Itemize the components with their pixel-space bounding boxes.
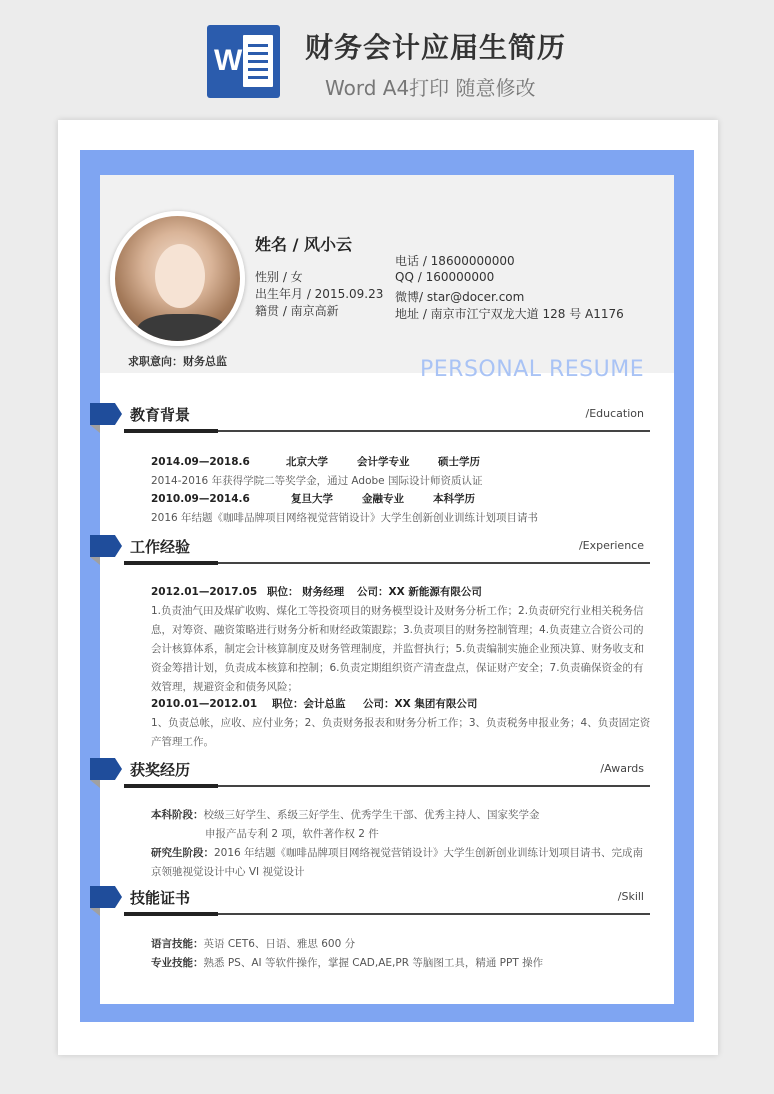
- skill-language-text: 英语 CET6、日语、雅思 600 分: [203, 938, 356, 950]
- job-date-2: 2010.01—2012.01: [151, 698, 258, 710]
- qq: QQ / 160000000: [395, 270, 495, 284]
- skill-professional: [151, 954, 543, 973]
- skill-language-label: 语言技能：: [151, 938, 204, 950]
- section-en-title: /Education: [585, 407, 644, 420]
- job-desc-2: 1、负责总帐，应收、应付业务；2、负责财务报表和财务分析工作；3、负责税务申报业务；4、负责固定资产管理工作。: [151, 717, 651, 748]
- section-en-title: /Experience: [578, 539, 644, 552]
- job-date-1: 2012.01—2017.05: [151, 586, 258, 598]
- edu-line-1: 2014-2016 年获得学院二等奖学金，通过 Adobe 国际设计师资质认证: [151, 475, 483, 487]
- gender: 性别 / 女: [255, 270, 303, 284]
- job-company-1: 公司：XX 新能源有限公司: [357, 586, 482, 598]
- section-skills: [90, 886, 650, 916]
- birth-date: 出生年月 / 2015.09.23: [255, 287, 384, 301]
- job-intent: 求职意向：财务总监: [128, 355, 227, 368]
- job-desc-1: 1.负责油气田及煤矿收购、煤化工等投资项目的财务模型设计及财务分析工作；2.负责研究行业相关税务信息，对筹资、融资策略进行财务分析和财经政策跟踪；3.负责项目的财务控制管理；4.负责建立合资公司的会计核算体系，制定会计核算制度及财务管理制度，并监督执行；5.负责编制实施企业预决算、财务收支和资金筹措计划，负责成本核算和控制；6.负责定期组织资产清查盘点，保证财产安全；7.负责确保资金的有效管理，规避资金和债务风险；: [151, 605, 645, 693]
- address: 地址 / 南京市江宁双龙大道 128 号 A1176: [395, 307, 624, 321]
- banner-title: 财务会计应届生简历: [305, 31, 567, 64]
- edu-date-2: 2010.09—2014.6: [151, 493, 250, 505]
- job-company-2: 公司：XX 集团有限公司: [363, 698, 478, 710]
- banner: [0, 0, 774, 110]
- section-title: 工作经验: [130, 538, 191, 556]
- skill-professional-text: 熟悉 PS、AI 等软件操作，掌握 CAD,AE,PR 等脑图工具，精通 PPT 操作: [203, 957, 544, 969]
- personal-resume-tagline: PERSONAL RESUME: [420, 357, 645, 382]
- edu-school-2: 复旦大学: [291, 493, 333, 505]
- skill-professional-label: 专业技能：: [151, 957, 204, 969]
- word-letter: W: [214, 44, 243, 77]
- edu-date-1: 2014.09—2018.6: [151, 456, 250, 468]
- edu-major-2: 金融专业: [362, 493, 404, 505]
- weibo: 微博/ star@docer.com: [395, 290, 525, 304]
- edu-degree-1: 硕士学历: [438, 456, 480, 468]
- edu-line-2: 2016 年结题《咖啡品牌项目网络视觉营销设计》大学生创新创业训练计划项目请书: [151, 512, 539, 524]
- award-undergrad-text-2: 申报产品专利 2 项，软件著作权 2 件: [205, 828, 379, 840]
- award-undergrad-text: 校级三好学生、系级三好学生、优秀学生干部、优秀主持人、国家奖学金: [203, 809, 540, 821]
- section-en-title: /Skill: [617, 890, 644, 903]
- section-awards: [90, 758, 650, 788]
- flag-icon: [90, 535, 122, 557]
- edu-major-1: 会计学专业: [357, 456, 410, 468]
- award-undergrad-label: 本科阶段：: [151, 809, 204, 821]
- award-undergrad: [151, 806, 540, 825]
- origin: 籍贯 / 南京高新: [255, 304, 339, 318]
- flag-icon: [90, 886, 122, 908]
- section-title: 获奖经历: [130, 761, 191, 779]
- edu-degree-2: 本科学历: [433, 493, 475, 505]
- phone: 电话 / 18600000000: [395, 254, 515, 268]
- award-postgrad-text: 2016 年结题《咖啡品牌项目网络视觉营销设计》大学生创新创业训练计划项目请书、完成南京领驰视觉设计中心 VI 视觉设计: [151, 847, 644, 878]
- banner-subtitle: Word A4打印 随意修改: [325, 76, 536, 100]
- award-postgrad-label: 研究生阶段：: [151, 847, 214, 859]
- section-title: 教育背景: [130, 406, 191, 424]
- section-title: 技能证书: [130, 889, 191, 907]
- job-position-1: 职位： 财务经理: [267, 586, 345, 598]
- section-education: [90, 403, 650, 433]
- job-position-2: 职位：会计总监: [272, 698, 346, 710]
- award-postgrad: [151, 844, 651, 882]
- avatar: [110, 211, 245, 346]
- edu-school-1: 北京大学: [286, 456, 328, 468]
- section-experience: [90, 535, 650, 565]
- skill-language: [151, 935, 355, 954]
- flag-icon: [90, 403, 122, 425]
- section-en-title: /Awards: [600, 762, 644, 775]
- word-icon: [207, 25, 280, 98]
- flag-icon: [90, 758, 122, 780]
- candidate-name: 姓名 / 风小云: [255, 235, 352, 254]
- doc-icon: [243, 35, 273, 87]
